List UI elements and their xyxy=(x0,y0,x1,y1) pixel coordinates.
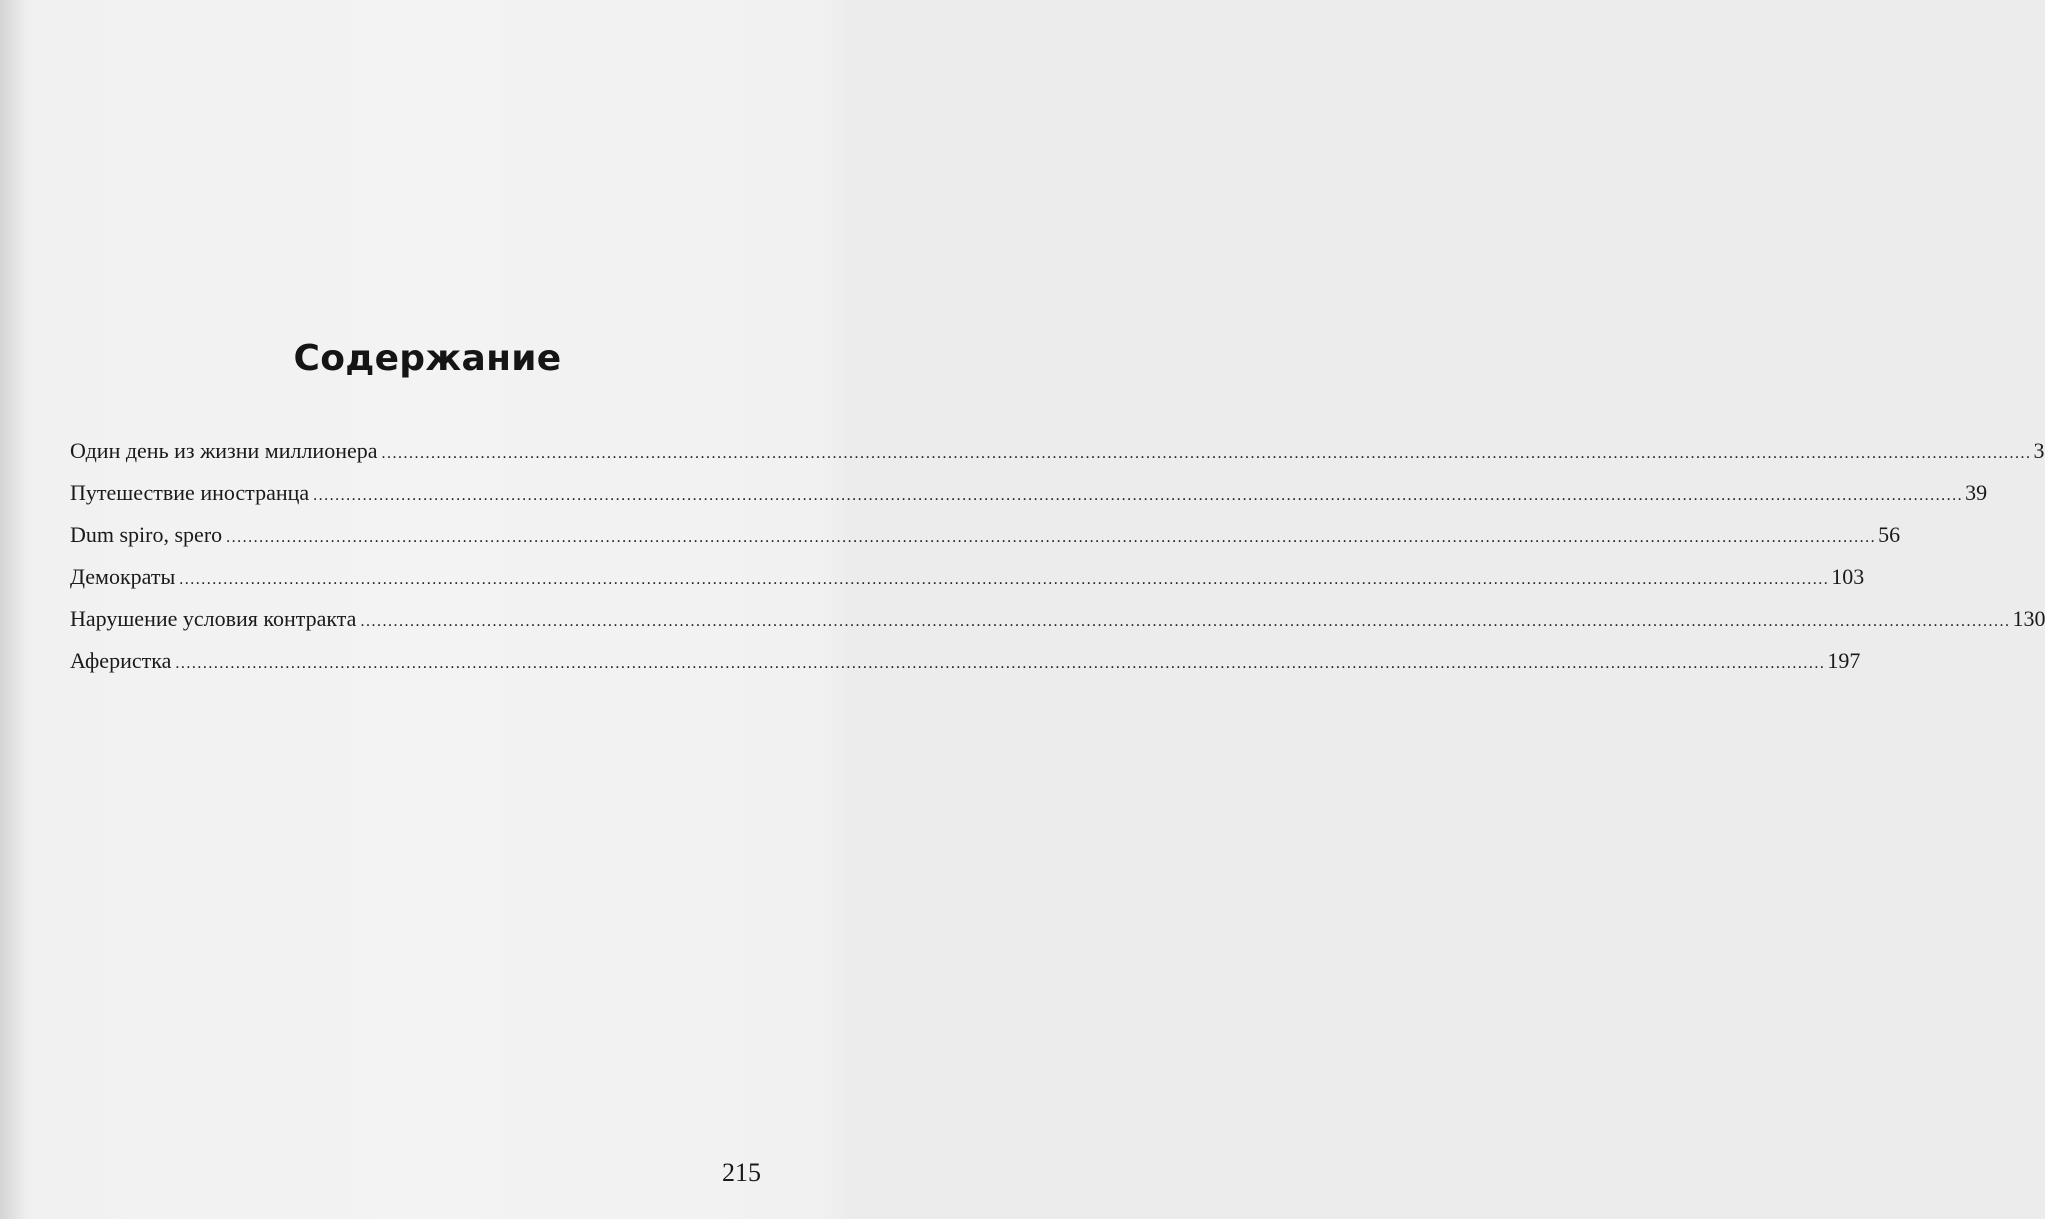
table-of-contents xyxy=(70,432,2045,684)
toc-entry-title: Нарушение условия контракта xyxy=(70,606,357,631)
toc-entry xyxy=(70,516,1901,558)
toc-entry-title: Путешествие иностранца xyxy=(70,480,310,505)
toc-entry-page: 103 xyxy=(1831,564,1865,589)
dot-leader: ............................................................................................................................................................................................................................................................................................................ xyxy=(175,655,1826,672)
toc-entry xyxy=(70,474,1988,516)
toc-entry-page: 56 xyxy=(1878,522,1901,547)
toc-entry-page: 39 xyxy=(1965,480,1988,505)
toc-entry-page: 197 xyxy=(1827,648,1861,673)
toc-entry-page: 3 xyxy=(2033,438,2045,463)
dot-leader: ............................................................................................................................................................................................................................................................................................................ xyxy=(226,529,1877,546)
toc-entry xyxy=(70,432,2045,474)
dot-leader: ............................................................................................................................................................................................................................................................................................................ xyxy=(313,487,1964,504)
toc-entry-title: Dum spiro, spero xyxy=(70,522,223,547)
dot-leader: ............................................................................................................................................................................................................................................................................................................ xyxy=(179,571,1830,588)
page-title: Содержание xyxy=(293,338,562,379)
dot-leader: ............................................................................................................................................................................................................................................................................................................ xyxy=(360,613,2011,630)
toc-entry-title: Демократы xyxy=(70,564,176,589)
toc-entry-title: Один день из жизни миллионера xyxy=(70,438,378,463)
toc-entry-title: Аферистка xyxy=(70,648,172,673)
page-number: 215 xyxy=(722,1158,761,1187)
toc-entry xyxy=(70,600,2045,642)
spine-shadow xyxy=(0,0,26,1219)
toc-entry xyxy=(70,558,1865,600)
toc-entry xyxy=(70,642,1861,684)
dot-leader: ............................................................................................................................................................................................................................................................................................................ xyxy=(381,445,2032,462)
toc-entry-page: 130 xyxy=(2012,606,2045,631)
